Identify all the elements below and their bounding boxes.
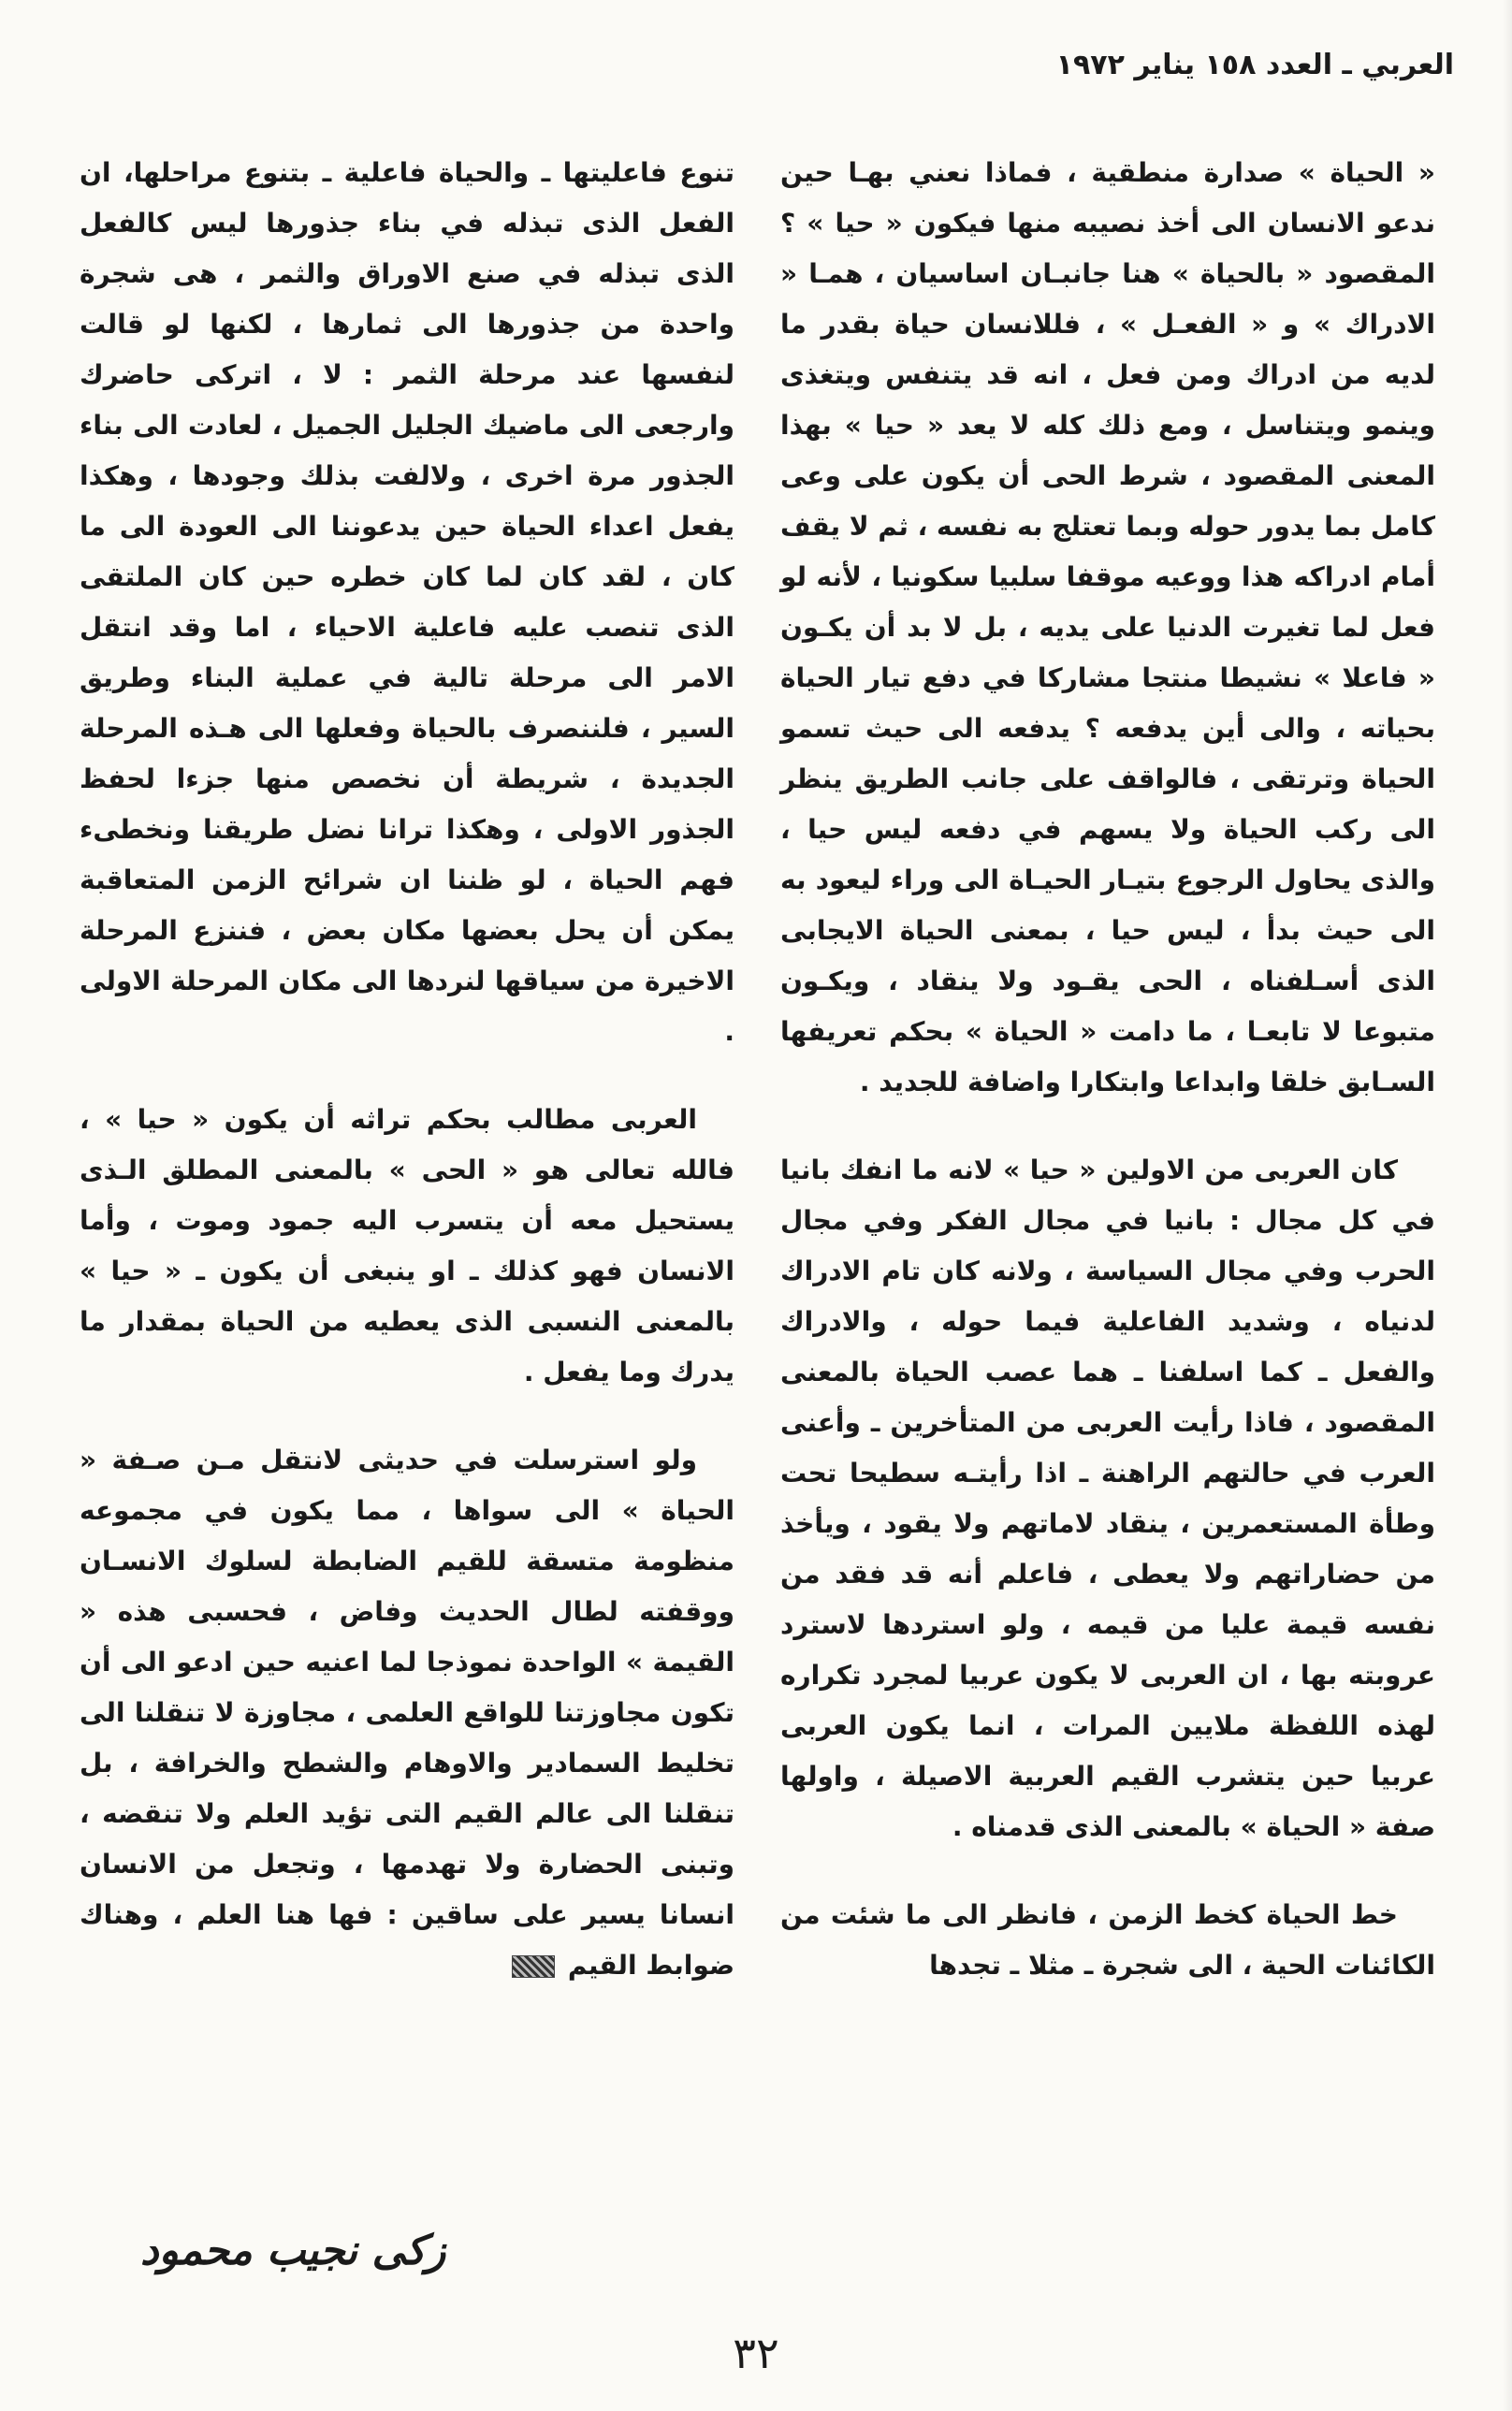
left-paragraph-2: العربى مطالب بحكم تراثه أن يكون « حيا » ، فالله تعالى هو « الحى » بالمعنى المطلق الـذى يستحيل معه أن يتسرب اليه جمود وموت ، وأما الانسان فهو كذلك ـ او ينبغى أن يكون ـ « حيا » بالمعنى النسبى الذى يعطيه من الحياة بمقدار ما يدرك وما يفعل . xyxy=(80,1104,734,1387)
issue-header: العربي ـ العدد ١٥٨ يناير ١٩٧٢ xyxy=(1055,49,1454,81)
right-paragraph-1: « الحياة » صدارة منطقية ، فماذا نعني بهـا حين ندعو الانسان الى أخذ نصيبه منها فيكون « حيا » ؟ المقصود « بالحياة » هنا جانبـان اساسيان ، همـا « الادراك » و « الفعـل » ، فللانسان حياة بقدر ما لديه من ادراك ومن فعل ، انه قد يتنفس ويتغذى وينمو ويتناسل ، ومع ذلك كله لا يعد « حيا » بهذا المعنى المقصود ، شرط الحى أن يكون على وعى كامل بما يدور حوله وبما تعتلج به نفسه ، ثم لا يقف أمام ادراكه هذا ووعيه موقفا سلبيا سكونيا ، لأنه لو فعل لما تغيرت الدنيا على يديه ، بل لا بد أن يكـون « فاعلا » نشيطا منتجا مشاركا في دفع تيار الحياة بحياته ، والى أين يدفعه ؟ يدفعه الى حيث تسمو الحياة وترتقى ، فالواقف على جانب الطريق ينظر الى ركب الحياة ولا يسهم في دفعه ليس حيا ، والذى يحاول الرجوع بتيـار الحيـاة الى وراء ليعود به الى حيث بدأ ، ليس حيا ، بمعنى الحياة الايجابى الذى أسـلفناه ، الحى يقـود ولا ينقاد ، ويكـون متبوعا لا تابعـا ، ما دامت « الحياة » بحكم تعريفها السـابق خلقا وابداعا وابتكارا واضافة للجديد . xyxy=(780,157,1435,1097)
right-column xyxy=(780,148,1435,2028)
left-paragraph-1: تنوع فاعليتها ـ والحياة فاعلية ـ بتنوع مراحلها، ان الفعل الذى تبذله في بناء جذورها ليس كالفعل الذى تبذله في صنع الاوراق والثمر ، هى شجرة واحدة من جذورها الى ثمارها ، لكنها لو قالت لنفسها عند مرحلة الثمر : لا ، اتركى حاضرك وارجعى الى ماضيك الجليل الجميل ، لعادت الى بناء الجذور مرة اخرى ، ولالفت بذلك وجودها ، وهكذا يفعل اعداء الحياة حين يدعوننا الى العودة الى ما كان ، لقد كان لما كان خطره حين كان الملتقى الذى تنصب عليه فاعلية الاحياء ، اما وقد انتقل الامر الى مرحلة تالية في عملية البناء وطريق السير ، فلننصرف بالحياة وفعلها الى هـذه المرحلة الجديدة ، شريطة أن نخصص منها جزءا لحفظ الجذور الاولى ، وهكذا ترانا نضل طريقنا ونخطىء فهم الحياة ، لو ظننا ان شرائح الزمن المتعاقبة يمكن أن يحل بعضها مكان بعض ، فننزع المرحلة الاخيرة من سياقها لنردها الى مكان المرحلة الاولى . xyxy=(80,157,734,1047)
left-paragraph-3 xyxy=(80,1435,734,1991)
right-paragraph-3: خط الحياة كخط الزمن ، فانظر الى ما شئت من الكائنات الحية ، الى شجرة ـ مثلا ـ تجدها xyxy=(780,1899,1435,1981)
left-paragraph-3-text: ولو استرسلت في حديثى لانتقل مـن صـفة « الحياة » الى سواها ، مما يكون في مجموعه منظومة متسقة للقيم الضابطة لسلوك الانسـان ووقفته لطال الحديث وفاض ، فحسبى هذه « القيمة » الواحدة نموذجا لما اعنيه حين ادعو الى أن تكون مجاوزتنا للواقع العلمى ، مجاوزة لا تنقلنا الى تخليط السمادير والاوهام والشطح والخرافة ، بل تنقلنا الى عالم القيم التى تؤيد العلم ولا تنقضه ، وتبنى الحضارة ولا تهدمها ، وتجعل من الانسان انسانا يسير على ساقين : فها هنا العلم ، وهناك ضوابط القيم xyxy=(80,1445,734,1981)
end-of-article-mark xyxy=(512,1955,555,1978)
right-paragraph-2: كان العربى من الاولين « حيا » لانه ما انفك بانيا في كل مجال : بانيا في مجال الفكر وفي مجال الحرب وفي مجال السياسة ، ولانه كان تام الادراك لدنياه ، وشديد الفاعلية فيما حوله ، والادراك والفعل ـ كما اسلفنا ـ هما عصب الحياة بالمعنى المقصود ، فاذا رأيت العربى من المتأخرين ـ وأعنى العرب في حالتهم الراهنة ـ اذا رأيتـه سطيحا تحت وطأة المستعمرين ، ينقاد لاماتهم ولا يقود ، ويأخذ من حضاراتهم ولا يعطى ، فاعلم أنه قد فقد من نفسه قيمة عليا من قيمه ، ولو استردها لاسترد عروبته بها ، ان العربى لا يكون عربيا لمجرد تكراره لهذه اللفظة ملايين المرات ، انما يكون العربى عربيا حين يتشرب القيم العربية الاصيلة ، واولها صفة « الحياة » بالمعنى الذى قدمناه . xyxy=(780,1155,1435,1842)
scan-edge-shadow xyxy=(1503,0,1512,2411)
page-number: ٣٢ xyxy=(733,2328,779,2378)
left-column xyxy=(80,148,734,2028)
author-signature: زكى نجيب محمود xyxy=(140,2227,446,2274)
